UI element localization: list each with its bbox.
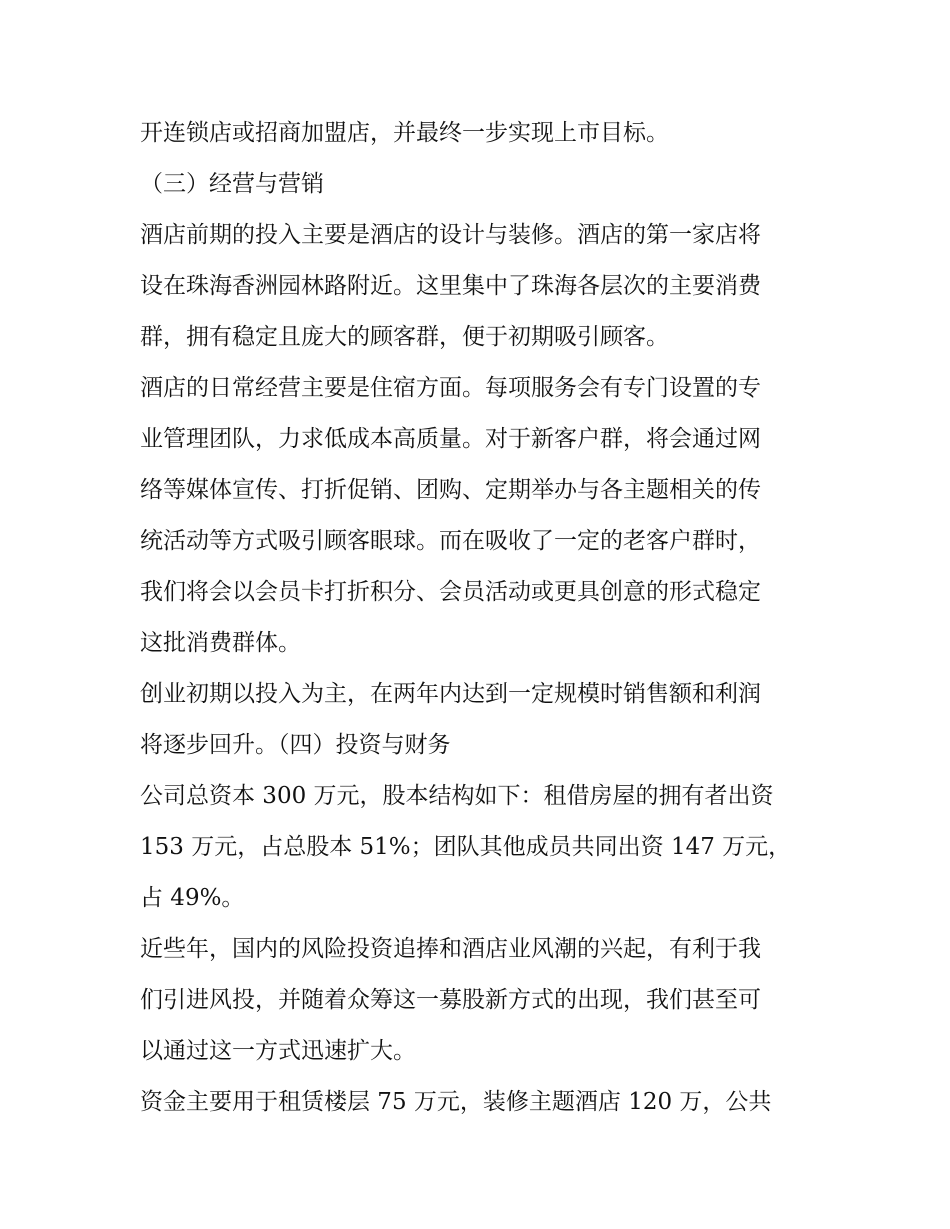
text-line-18: 们引进风投，并随着众筹这一募股新方式的出现，我们甚至可 [140, 987, 761, 1013]
text-line-11: 这批消费群体。 [140, 630, 301, 656]
text-line-6: 酒店的日常经营主要是住宿方面。每项服务会有专门设置的专 [140, 375, 761, 401]
text-line-4: 设在珠海香洲园林路附近。这里集中了珠海各层次的主要消费 [140, 273, 761, 299]
text-line-9: 统活动等方式吸引顾客眼球。而在吸收了一定的老客户群时， [140, 528, 761, 554]
text-line-12: 创业初期以投入为主，在两年内达到一定规模时销售额和利润 [140, 681, 761, 707]
text-line-17: 近些年，国内的风险投资追捧和酒店业风潮的兴起，有利于我 [140, 936, 761, 962]
text-line-15: 153 万元，占总股本 51%；团队其他成员共同出资 147 万元， [140, 834, 792, 860]
text-line-14: 公司总资本 300 万元，股本结构如下：租借房屋的拥有者出资 [140, 783, 774, 809]
text-line-20: 资金主要用于租赁楼层 75 万元，装修主题酒店 120 万，公共 [140, 1089, 772, 1115]
text-line-10: 我们将会以会员卡打折积分、会员活动或更具创意的形式稳定 [140, 579, 761, 605]
text-line-16: 占 49%。 [140, 885, 245, 911]
text-line-8: 络等媒体宣传、打折促销、团购、定期举办与各主题相关的传 [140, 477, 761, 503]
text-line-3: 酒店前期的投入主要是酒店的设计与装修。酒店的第一家店将 [140, 222, 761, 248]
text-line-1: 开连锁店或招商加盟店，并最终一步实现上市目标。 [140, 120, 669, 146]
text-line-13: 将逐步回升。（四）投资与财务 [140, 732, 451, 758]
text-line-5: 群，拥有稳定且庞大的顾客群，便于初期吸引顾客。 [140, 324, 669, 350]
document-body [140, 108, 830, 1128]
section-heading-operations-marketing: （三）经营与营销 [140, 171, 324, 197]
text-line-7: 业管理团队，力求低成本高质量。对于新客户群，将会通过网 [140, 426, 761, 452]
text-line-19: 以通过这一方式迅速扩大。 [140, 1038, 416, 1064]
